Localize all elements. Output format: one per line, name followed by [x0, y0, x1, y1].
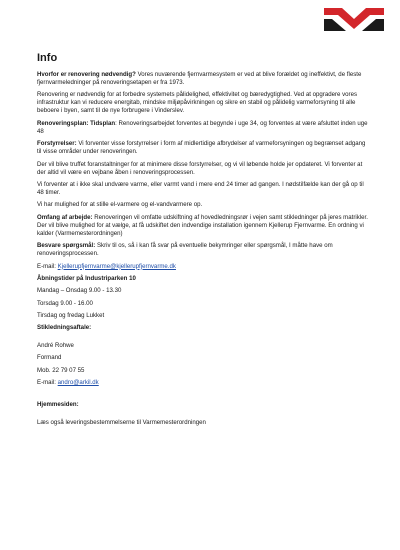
contact-phone: Mob. 22 79 07 55 — [37, 366, 85, 374]
scope-label: Omfang af arbejde: — [37, 213, 93, 221]
heating-outage-paragraph: Vi forventer at i ikke skal undvære varme, eller varmt vand i mere end 24 timer ad gangen. I nødstilfælde kan der gå op til 48 timer. — [37, 180, 364, 196]
hours-line: Tirsdag og fredag Lukket — [37, 312, 105, 320]
contact-email-prefix: E-mail: — [37, 379, 58, 387]
hours-heading-text: Åbningstider på Industriparken 10 — [37, 274, 136, 282]
contact-heading-text: Stikledningsaftale: — [37, 324, 92, 332]
contact-role: Formand — [37, 354, 62, 362]
hours-heading — [37, 275, 371, 283]
info-document — [37, 52, 371, 431]
plan-text: : Renoveringsarbejdet forventes at begynde i uge 34, og forventes at være afsluttet inden uge 48 — [37, 119, 368, 135]
red-wave-logo-icon — [322, 5, 386, 33]
contact-heading — [37, 324, 371, 332]
scope-paragraph — [37, 214, 371, 238]
plan-paragraph — [37, 120, 371, 136]
website-text: Læs også leveringsbestemmelserne til Varmemesterordningen — [37, 418, 206, 426]
contact-email-link[interactable]: andro@arkil.dk — [57, 379, 99, 387]
website-heading — [37, 401, 371, 409]
disruptions-label: Forstyrrelser: — [37, 140, 77, 148]
page-title: Info — [37, 52, 58, 64]
disruptions-text: Vi forventer visse forstyrrelser i form af midlertidige afbrydelser af varmeforsyningen og begrænset adgang til visse områder under renoveringen. — [37, 140, 366, 156]
plan-label: Renoveringsplan: Tidsplan — [37, 119, 116, 127]
website-heading-text: Hjemmesiden: — [37, 401, 79, 409]
hours-line: Mandag – Onsdag 9.00 - 13.30 — [37, 287, 122, 295]
hours-line: Torsdag 9.00 - 16.00 — [37, 299, 93, 307]
scope-text: Renoveringen vil omfatte udskiftning af hovedledningsrør i vejen samt stikledninger på jeres matrikler. Der vil blive mulighed for at vælge, at få udskiftet den indvendige installation igennem Kjellerup Fjernvarme. En ordning vi kalder (Varmemesterordningen) — [37, 213, 368, 237]
contact-email-line — [37, 379, 371, 387]
measures-paragraph: Der vil blive truffet foranstaltninger for at minimere disse forstyrrelser, og vi vil løbende holde jer opdateret. Vi forventer at der altid vil være en vejbane åben i renoveringsprocessen. — [37, 160, 363, 176]
questions-paragraph — [37, 242, 371, 258]
questions-text: Skriv til os, så i kan få svar på eventuelle bekymringer eller spørgsmål, I måtte have om renoveringsprocessen. — [37, 242, 333, 258]
email-link[interactable]: Kjellerupfjernvarme@kjellerupfjernvarme.dk — [57, 262, 176, 270]
contact-name: André Rohwe — [37, 341, 74, 349]
intro-text: Vores nuværende fjernvarmesystem er ved at blive forældet og ineffektivt, de fleste fjernvarmeledninger på renoveringsetapen er fra 1973. — [37, 71, 362, 86]
email-line — [37, 263, 371, 271]
electric-heaters-paragraph: Vi har mulighed for at stille el-varmere og el-vandvarmere op. — [37, 201, 203, 209]
disruptions-paragraph — [37, 140, 371, 156]
intro-label: Hvorfor er renovering nødvendig? — [37, 71, 136, 78]
renovation-reason-paragraph: Renovering er nødvendig for at forbedre systemets pålidelighed, effektivitet og bæredygtighed. Ved at opgradere vores infrastruktur kan vi reducere energitab, mindske miljøpåvirkningen og sikre en stabil og pålidelig varmeforsyning til alle beboere i byen, samt til de nye forbrugere i Vinderslev. — [37, 91, 358, 115]
email-prefix: E-mail: — [37, 262, 58, 270]
intro-paragraph — [37, 71, 371, 87]
questions-label: Besvare spørgsmål: — [37, 242, 96, 250]
